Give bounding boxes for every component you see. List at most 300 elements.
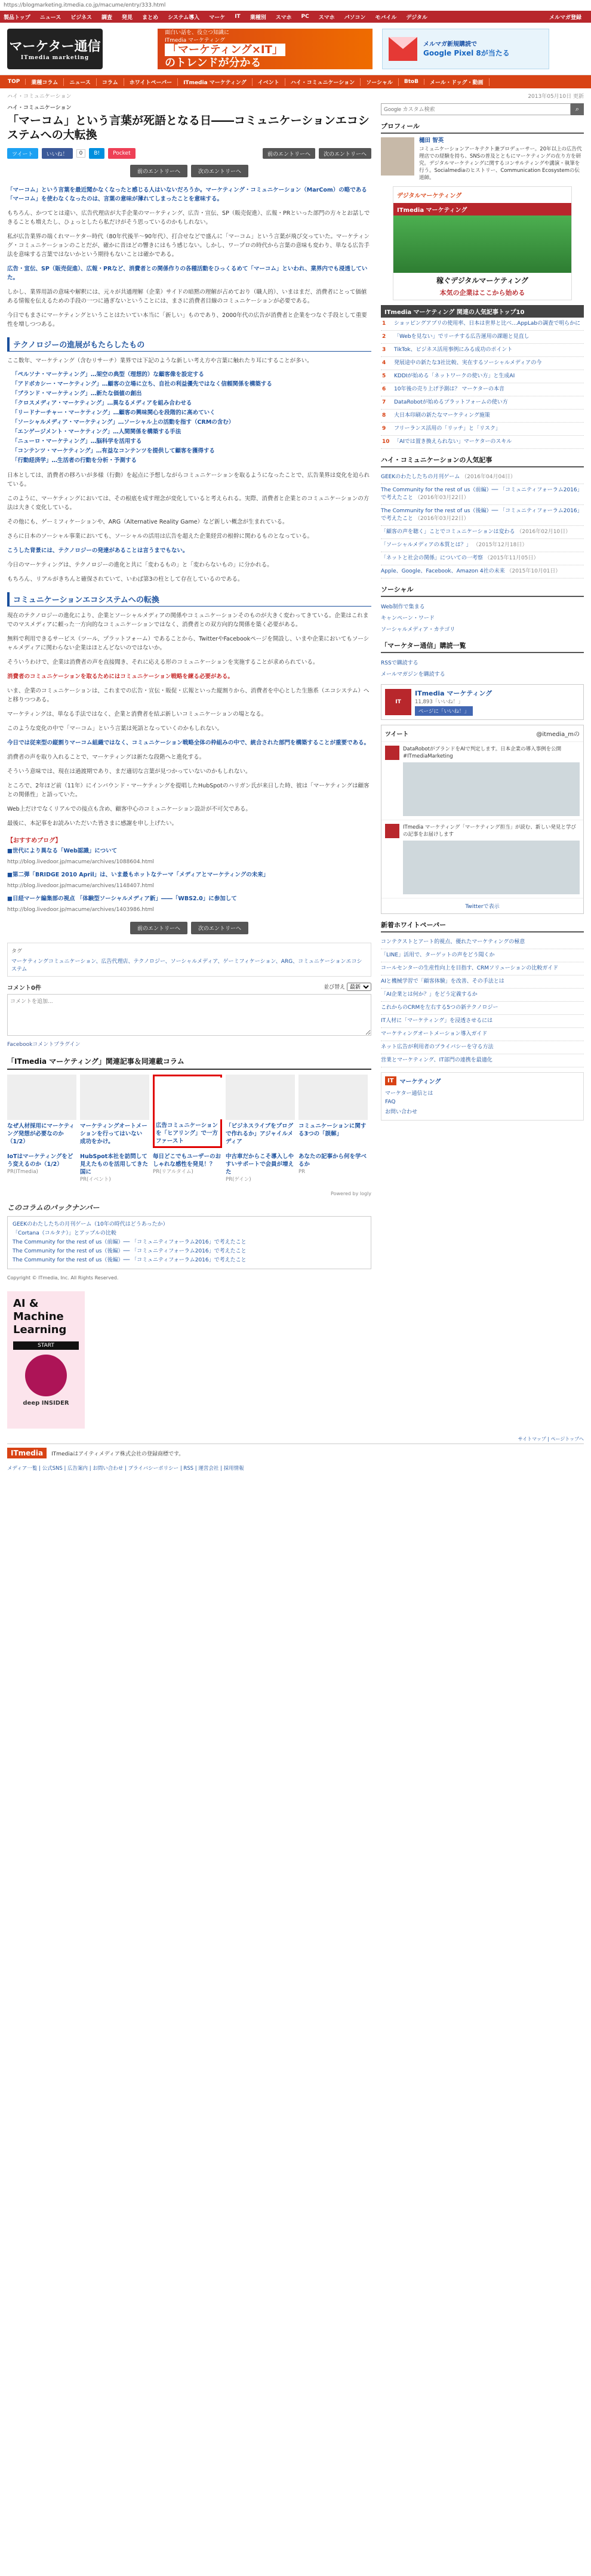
global-nav bbox=[0, 11, 591, 23]
card-thumbnail bbox=[7, 1075, 76, 1120]
prev-entry-button-top[interactable]: 前のエントリーへ bbox=[263, 148, 315, 159]
rank-number: 10 bbox=[382, 439, 390, 445]
emphasis: こうした背景には、テクノロジーの発達があることは言うまでもない。 bbox=[7, 547, 189, 554]
article-date: （2015年12月18日） bbox=[473, 542, 528, 548]
card-title: 中古車だからこそ導入しやすいサポートで会員が増えた bbox=[226, 1153, 294, 1175]
deep-insider-ad[interactable] bbox=[7, 1291, 85, 1429]
section-article-link[interactable] bbox=[381, 565, 584, 578]
sidebar bbox=[381, 103, 584, 1435]
article-date: （2016年03月22日） bbox=[414, 495, 469, 501]
tweet-text: ITmedia マーケティング「マーケティング担当」が読む、新しい発見と学びの記事をお届けします bbox=[403, 824, 576, 838]
recommended-blogs bbox=[7, 835, 371, 915]
avatar bbox=[385, 824, 399, 838]
fb-comment-plugin[interactable]: Facebookコメントプラグイン bbox=[7, 1042, 81, 1048]
tweet-image[interactable] bbox=[403, 841, 580, 894]
ranking-item[interactable] bbox=[381, 344, 584, 357]
section-article-link[interactable] bbox=[381, 484, 584, 505]
comment-input[interactable] bbox=[7, 994, 371, 1036]
footer-desc: ITmediaはアイティメディア株式会社の登録商標です。 bbox=[51, 1451, 184, 1457]
author-photo bbox=[381, 137, 414, 176]
ad-brand: deep INSIDER bbox=[23, 1400, 69, 1407]
category-item[interactable]: イベント bbox=[253, 78, 285, 86]
card-meta: PR(ゲイン) bbox=[226, 1177, 251, 1183]
rss-heading: 「マーケター通信」購読一覧 bbox=[381, 641, 584, 653]
recommended-url[interactable]: http://blog.livedoor.jp/macume/archives/1403986.html bbox=[7, 907, 154, 913]
banner-brand: ITmedia マーケティング bbox=[165, 37, 225, 44]
emphasis: 消費者のコミュニケーションを取るためにはコミュニケーション戦略を練る必要がある。 bbox=[7, 673, 233, 680]
paragraph bbox=[7, 672, 371, 681]
related-card[interactable] bbox=[298, 1153, 368, 1184]
whitepaper-link[interactable]: 営業とマーケティング、IT部門の連携を最適化 bbox=[381, 1054, 584, 1067]
list-item bbox=[12, 457, 371, 465]
marketing-link[interactable]: FAQ bbox=[385, 1099, 396, 1105]
article-link-title: GEEKのわたしたちの月刊ゲーム bbox=[381, 474, 460, 480]
category-item[interactable]: ニュース bbox=[64, 78, 97, 86]
pocket-button[interactable]: Pocket bbox=[108, 148, 136, 159]
social-link[interactable]: ソーシャルメディア・カテゴリ bbox=[381, 627, 455, 633]
profile-heading: プロフィール bbox=[381, 121, 584, 134]
ranking-heading: ITmedia マーケティング 関連の人気記事トップ10 bbox=[381, 305, 584, 318]
whitepaper-link[interactable]: コンテクストとアート的視点、優れたマーケティングの極意 bbox=[381, 936, 584, 949]
global-nav-item[interactable]: 業種別 bbox=[250, 14, 266, 21]
tweet-text: DataRobotがブランドをAIで判定します。日本企業の導入事例を公開 #ITmediaMarketing bbox=[403, 746, 562, 759]
rank-number: 8 bbox=[382, 413, 386, 418]
related-card[interactable] bbox=[153, 1153, 222, 1184]
paragraph: ところで、2年ほど前（11年）にインバウンド・マーケティングを提唱したHubSpotのハリガン氏が来日した時、彼は「マーケティングは顧客との関係性」と語っていた。 bbox=[7, 783, 370, 798]
tw-follow[interactable]: @itmedia_mの bbox=[536, 731, 580, 738]
global-nav-item[interactable]: まとめ bbox=[142, 14, 159, 21]
whitepaper-link[interactable]: 「LINE」活用で、ターゲットの声をどう聞くか bbox=[381, 949, 584, 962]
list-item-text: 「ソーシャルメディア・マーケティング」…ソーシャル上の活動を指す（CRMの含む） bbox=[12, 419, 235, 426]
global-nav-item[interactable]: スマホ bbox=[318, 14, 335, 21]
search-icon[interactable]: ⌕ bbox=[571, 103, 584, 115]
category-item[interactable]: ITmedia マーケティング bbox=[178, 78, 253, 86]
rank-title: フリーランス活用の「リッチ」と「リスク」 bbox=[394, 426, 501, 432]
like-count: 0 bbox=[76, 149, 86, 158]
card-title: あなたの記事から何を学べるか bbox=[298, 1153, 367, 1168]
article-link-title: 「ソーシャルメディアの本質とは？」 bbox=[381, 542, 472, 548]
header-banner-ad[interactable] bbox=[158, 29, 373, 69]
prev-entry-button[interactable]: 前のエントリーへ bbox=[130, 922, 187, 934]
backnumber-link[interactable]: The Community for the rest of us（後編）── 「コミュニティフォーラム2016」で考えたこと bbox=[13, 1257, 247, 1263]
article-main bbox=[7, 103, 371, 1435]
article-lead bbox=[7, 186, 371, 204]
card-thumbnail bbox=[298, 1075, 368, 1120]
emphasis: 広告・宣伝、SP（販売促進）、広報・PRなど、消費者との関係作りの各種活動をひっくるめて「マーコム」といわれ、業界内でも浸透していた。 bbox=[7, 266, 368, 281]
article-date: （2015年11月05日） bbox=[484, 555, 539, 561]
entry-pager-top bbox=[7, 165, 371, 177]
global-nav-item[interactable]: スマホ bbox=[275, 14, 292, 21]
fb-page-logo: IT bbox=[385, 689, 411, 715]
next-entry-button[interactable]: 次のエントリーへ bbox=[191, 922, 248, 934]
search-input[interactable] bbox=[381, 103, 571, 115]
backnumber-link[interactable]: The Community for the rest of us（後編）── 「コミュニティフォーラム2016」で考えたこと bbox=[13, 1248, 247, 1254]
site-header bbox=[0, 23, 591, 75]
robot-icon bbox=[25, 1355, 67, 1396]
paragraph: Web上だけでなくリアルでの接点も含め、顧客中心のコミュニケーション設計が不可欠である。 bbox=[7, 806, 251, 812]
sort-label: 並び替え bbox=[324, 984, 346, 990]
fb-page-name[interactable]: ITmedia マーケティング bbox=[415, 690, 492, 697]
ranking-item[interactable] bbox=[381, 423, 584, 436]
share-bar bbox=[7, 148, 371, 159]
list-item-text: 「リードナーチャー・マーケティング」…顧客の興味関心を段階的に高めていく bbox=[12, 410, 216, 416]
banner-sub: 面白い話を、役立つ知識に bbox=[165, 29, 230, 36]
site-logo[interactable] bbox=[7, 29, 103, 69]
related-card[interactable] bbox=[7, 1153, 76, 1184]
list-item bbox=[12, 447, 371, 456]
ranking-item[interactable] bbox=[381, 436, 584, 449]
related-heading: 「ITmedia マーケティング」関連記事＆同連載コラム bbox=[7, 1056, 371, 1070]
category-item[interactable]: メール・ドッグ・動画 bbox=[424, 78, 489, 86]
paragraph: 最後に、本記事をお読みいただいた皆さまに感謝を申し上げたい。 bbox=[7, 820, 178, 827]
fb-like-count: 11,893「いいね！」 bbox=[415, 699, 463, 705]
rank-title: 「AIでは置き換えられない」マーケターのスキル bbox=[394, 439, 512, 445]
view-on-twitter[interactable]: Twitterで表示 bbox=[465, 904, 500, 910]
paragraph: いま、企業のコミュニケーションは、これまでの広告・宣伝・販促・広報といった縦割りから、消費者を中心とした生態系（エコシステム）へと移りつつある。 bbox=[7, 688, 370, 703]
paragraph: 今日のマーケティングは、テクノロジーの進化と共に「変わるもの」と「変わらないもの」に分かれる。 bbox=[7, 562, 273, 568]
related-card[interactable] bbox=[7, 1075, 76, 1148]
fb-like-button[interactable]: ページに「いいね！」 bbox=[415, 706, 473, 716]
article-body bbox=[7, 186, 371, 828]
category-item[interactable]: TOP bbox=[2, 79, 26, 85]
banner-highlight: 「マーケティング×IT」 bbox=[165, 44, 285, 56]
paragraph: マーケティングは、単なる手法ではなく、企業と消費者を結ぶ新しいコミュニケーションの場となる。 bbox=[7, 711, 267, 718]
social-link[interactable]: Web制作で集まる bbox=[381, 604, 425, 610]
category-item[interactable]: コラム bbox=[97, 78, 124, 86]
list-item bbox=[12, 390, 371, 398]
bullet-list bbox=[12, 371, 371, 465]
card-thumbnail bbox=[156, 1078, 225, 1119]
section-article-link[interactable] bbox=[381, 505, 584, 526]
backnumber-link[interactable]: The Community for the rest of us（前編）── 「コミュニティフォーラム2016」で考えたこと bbox=[13, 1239, 247, 1245]
global-nav-item[interactable]: 調査 bbox=[101, 14, 113, 21]
paragraph bbox=[7, 546, 371, 555]
article-link-title: The Community for the rest of us（前編）── 「コミュニティフォーラム2016」で考えたこと bbox=[381, 487, 583, 501]
related-card[interactable] bbox=[80, 1075, 149, 1148]
whitepaper-link[interactable]: IT人材に「マーケティング」を浸透させるには bbox=[381, 1015, 584, 1028]
card-meta: PR(ITmedia) bbox=[7, 1169, 38, 1175]
list-item-text: 「ブランド・マーケティング」…新たな価値の創出 bbox=[12, 390, 142, 397]
card-title: マーケティングオートメーションを行ってはいない 成功をかけ。 bbox=[80, 1123, 148, 1145]
related-cards-row2 bbox=[7, 1153, 371, 1184]
article-title: 「マーコム」という言葉が死語となる日――コミュニケーションエコシステムへの大転換 bbox=[7, 114, 370, 141]
paragraph: そういう意味では、現在は過渡期であり、まだ適切な言葉が見つかっていないのかもしれない。 bbox=[7, 768, 251, 775]
rank-title: 「Webを見ない」でリーチする広告運用の課題と見直し bbox=[394, 334, 530, 340]
paragraph: しかし、業界用語の意味や解釈には、元々が共通理解（企業）サイドの暗黙の理解が占めており（職人的）、いまはまだ、消費者にとって価値ある情報を伝えるための手段の一つに過ぎないということには、まさに消費者目線のコミュニケーションが必要である。 bbox=[7, 289, 367, 304]
hatena-button[interactable]: B! bbox=[89, 148, 104, 159]
newsletter-ad-line2: Google Pixel 8が当たる bbox=[423, 48, 510, 57]
card-meta: PR(イベント) bbox=[80, 1177, 111, 1183]
rank-number: 7 bbox=[382, 399, 386, 405]
browser-url[interactable]: https://blogmarketing.itmedia.co.jp/macume/entry/333.html bbox=[4, 2, 166, 8]
list-item-text: 「コンテンツ・マーケティング」…有益なコンテンツを提供して顧客を獲得する bbox=[12, 448, 215, 454]
related-card-highlighted[interactable] bbox=[153, 1075, 222, 1148]
itmedia-logo[interactable]: ITmedia bbox=[7, 1448, 47, 1458]
list-item bbox=[12, 380, 371, 389]
copyright: Copyright © ITmedia, Inc. All Rights Reserved. bbox=[7, 1275, 119, 1281]
global-nav-item[interactable]: パソコン bbox=[344, 14, 366, 21]
rank-title: 10年後の売り上げ予測は？ マーケターの本音 bbox=[394, 386, 504, 392]
next-entry-button-top[interactable]: 次のエントリーへ bbox=[319, 148, 371, 159]
ranking-list bbox=[381, 318, 584, 449]
tweet bbox=[381, 820, 583, 898]
ranking-item[interactable] bbox=[381, 383, 584, 396]
list-item-text: 「アドボカシー・マーケティング」…顧客の立場に立ち、自社の利益優先ではなく信頼関係を構築する bbox=[12, 381, 272, 387]
section-articles bbox=[381, 471, 584, 578]
global-nav-item[interactable]: 発見 bbox=[122, 14, 133, 21]
sidebar-ad-image bbox=[393, 216, 571, 273]
list-item bbox=[12, 418, 371, 427]
category-nav bbox=[0, 75, 591, 88]
paragraph: 消費者の声を取り入れることで、マーケティングは新たな段階へと進化する。 bbox=[7, 754, 205, 761]
paragraph: もちろん、かつてとは違い、広告代理店が大手企業のマーケティング、広告・宣伝、SP（販売促進）、広報・PRといった部門の方々とお話しできることも増えたし、ひょっとしたら私だけがそう思っているのかもしれない。 bbox=[7, 210, 370, 226]
backnumber-heading: このコラムのパックナンバー bbox=[7, 1204, 100, 1212]
list-item bbox=[12, 409, 371, 417]
footer-links[interactable]: メディア一覧 | 公式SNS | 広告案内 | お問い合わせ | プライバシーポリシー | RSS | 運営会社 | 採用情報 bbox=[7, 1466, 244, 1472]
rank-title: 発展途中の新たな3社比較、実在するソーシャルメディアの今 bbox=[394, 360, 542, 366]
list-item-text: 「ペルソナ・マーケティング」…架空の典型（理想的）な顧客像を設定する bbox=[12, 371, 204, 378]
social-links bbox=[381, 601, 584, 635]
whitepaper-link[interactable]: コールセンターの生産性向上を目指す、CRMソリューションの比較ガイド bbox=[381, 962, 584, 975]
entry-pager-bottom bbox=[7, 922, 371, 934]
sidebar-ad-title: 稼ぐデジタルマーケティング bbox=[436, 276, 528, 285]
ad-title: AI & Machine Learning bbox=[13, 1297, 67, 1336]
related-cards-row1 bbox=[7, 1075, 371, 1148]
prev-entry-button[interactable]: 前のエントリーへ bbox=[130, 165, 187, 177]
twitter-widget bbox=[381, 725, 584, 914]
profile bbox=[381, 137, 584, 181]
tweet-button[interactable]: ツイート bbox=[7, 148, 38, 159]
section-article-link[interactable] bbox=[381, 552, 584, 565]
related-card[interactable] bbox=[226, 1153, 295, 1184]
recommended-link[interactable]: ■日経マーケ編集部の視点 「体験型ソーシャルメディア新」――「WBS2.0」に参加して bbox=[7, 895, 237, 902]
lead-text: 「マーコム」という言葉を最近聞かなくなったと感じる人はいないだろうか。マーケティング・コミュニケーション（MarCom）の略である「マーコム」を使わなくなったのは、言葉の意味が薄れてしまったことを意味する。 bbox=[7, 187, 367, 202]
author-bio: コミュニケーションアーキテクト兼プロデューサー。20年以上の広告代理店での経験を持ち、SNSの普及とともにマーケティングの在り方を研究。デジタルマーケティングに関するコンサルティングや講演・執筆を行う。Socialmediaのヒストリー、Communication Ecosystemの伝道師。 bbox=[419, 146, 582, 181]
section-heading-text: コミュニケーションエコシステムへの転換 bbox=[13, 596, 159, 605]
logo-main: マーケター通信 bbox=[9, 39, 101, 54]
paragraph: もちろん、リアルがきちんと確保されていて、いわば第3の柱として存在しているのである。 bbox=[7, 576, 244, 583]
card-title: 「ビジネスライブをプログで作れるか」アジャイルメディア bbox=[226, 1123, 294, 1145]
rank-number: 1 bbox=[382, 321, 386, 327]
card-title: IoTはマーケティングをどう変えるのか（1/2） bbox=[7, 1153, 73, 1168]
card-thumbnail bbox=[226, 1075, 295, 1120]
list-item-text: 「ニューロ・マーケティング」…脳科学を活用する bbox=[12, 438, 142, 445]
list-item bbox=[12, 428, 371, 436]
rss-link[interactable]: RSSで購読する bbox=[381, 660, 418, 666]
new-whitepaper-heading: 新着ホワイトペーパー bbox=[381, 920, 584, 932]
article-date: （2016年04月04日） bbox=[461, 474, 516, 480]
paragraph: 日本としては、消費者の移ろいが多様（行動）を起点に予想しながらコミュニケーションを取るようになったことで、広告業界は変化を迫られている。 bbox=[7, 472, 370, 488]
paragraph: 今日でもまさにマーケティングということはたいてい本当に「新しい」ものであり、2000年代の広告が消費者と企業をつなぐ手段として重要性を増しつつある。 bbox=[7, 312, 367, 328]
marketing-links-box bbox=[381, 1072, 584, 1121]
list-item bbox=[12, 399, 371, 408]
tweet-heading: ツイート bbox=[385, 731, 409, 738]
tweet-image[interactable] bbox=[403, 762, 580, 816]
category-item[interactable]: ホワイトペーパー bbox=[124, 78, 178, 86]
article-link-title: 「顧客の声を聴く」ことでコミュニケーションは変わる bbox=[381, 529, 515, 535]
list-item-text: 「エンゲージメント・マーケティング」…人間関係を構築する手法 bbox=[12, 429, 181, 435]
rank-title: 大日本印刷の新たなマーケティング施策 bbox=[394, 413, 490, 418]
logo-sub: ITmedia marketing bbox=[20, 55, 90, 61]
rank-number: 5 bbox=[382, 373, 386, 379]
global-nav-item[interactable]: マーケ bbox=[209, 14, 226, 21]
avatar bbox=[385, 746, 399, 760]
emphasis: 今日では従来型の縦割りマーコム組織ではなく、コミュニケーション戦略全体の枠組みの中で、統合された部門を構築することが重要である。 bbox=[7, 740, 370, 746]
rss-links bbox=[381, 657, 584, 679]
new-whitepapers bbox=[381, 936, 584, 1067]
ranking-item[interactable] bbox=[381, 357, 584, 370]
social-heading: ソーシャル bbox=[381, 584, 584, 597]
card-meta: PR bbox=[298, 1169, 306, 1175]
facebook-like-button[interactable]: いいね！ bbox=[42, 148, 73, 159]
related-card[interactable] bbox=[298, 1075, 368, 1148]
paragraph: さらに日本のソーシャル事業においても、ソーシャルの活用は広告を超えた企業経営の根幹に関わるものとなっている。 bbox=[7, 533, 313, 540]
next-entry-button[interactable]: 次のエントリーへ bbox=[191, 165, 248, 177]
category-item[interactable]: ハイ・コミュニケーション bbox=[285, 78, 361, 86]
recommended-url[interactable]: http://blog.livedoor.jp/macume/archives/1148407.html bbox=[7, 883, 154, 889]
tag-heading: タグ bbox=[11, 949, 23, 955]
comment-count: コメント0件 bbox=[7, 985, 41, 992]
facebook-widget bbox=[381, 684, 584, 720]
backnumber-link[interactable]: GEEKのわたしたちの月刊ゲーム（10年の時代はどうあったか） bbox=[13, 1221, 168, 1227]
article-date: （2015年10月01日） bbox=[506, 568, 561, 574]
article-date: （2016年02月10日） bbox=[516, 529, 571, 535]
recommended-link[interactable]: ■世代により異なる「Web認識」について bbox=[7, 848, 118, 854]
section-heading bbox=[7, 592, 371, 607]
rank-title: TikTok、ビジネス活用事例にみる成功のポイント bbox=[394, 347, 513, 353]
itmedia-mark-icon: IT bbox=[385, 1076, 396, 1085]
whitepaper-link[interactable]: マーケティングオートメーション導入ガイド bbox=[381, 1028, 584, 1041]
ranking-item[interactable] bbox=[381, 318, 584, 331]
paragraph: 現在のテクノロジーの進化により、企業とソーシャルメディアの関係やコミュニケーションそのものが大きく変わってきている。企業はこれまでのマスメディアに頼った一方向的なコミュニケーションではなく、消費者との双方向的な関係を築く必要がある。 bbox=[7, 613, 369, 628]
whitepaper-link[interactable]: 「AI企業とは何か？」をどう定義するか bbox=[381, 989, 584, 1002]
whitepaper-link[interactable]: AIと機械学習で「顧客体験」を改善、その手法とは bbox=[381, 975, 584, 989]
list-item-text: 「クロスメディア・マーケティング」…異なるメディアを組み合わせる bbox=[12, 400, 192, 407]
tag-list[interactable]: マーケティングコミュニケーション、広告代理店、テクノロジー、ソーシャルメディア、ゲーミフィケーション、ARG、コミュニケーションエコシステム bbox=[11, 959, 362, 972]
rank-number: 6 bbox=[382, 386, 386, 392]
card-title: 広告コミュニケーションを「ヒアリング」で一方ファースト bbox=[156, 1122, 218, 1144]
paragraph: ここ数年、マーケティング（含むリサーチ）業界では下記のような新しい考え方や言葉に触れたり耳にすることが多い。 bbox=[7, 358, 313, 364]
paragraph: 私が広告業界の端くれマーケター時代（80年代後半〜90年代）、打合せなどで盛んに「マーコム」という言葉が飛び交っていた。マーケティング・コミュニケーションのことだが、確かに昔ほどの響きにはもう感じない。しかし、ワープロの時代から言葉の意味も変わり、単なる広告手法を意味する言葉ではないかという期待もないことは確かである。 bbox=[7, 233, 370, 258]
author-name[interactable]: 樋田 智英 bbox=[419, 137, 444, 144]
marketing-link[interactable]: お問い合わせ bbox=[385, 1109, 418, 1115]
list-item bbox=[12, 371, 371, 379]
update-date: 2013年05月10日 更新 bbox=[528, 94, 584, 100]
related-card[interactable] bbox=[226, 1075, 295, 1148]
footer-brand bbox=[7, 1444, 584, 1462]
rank-title: DataRobotが始めるプラットフォームの使い方 bbox=[394, 399, 508, 405]
newsletter-link[interactable]: メルマガ登録 bbox=[549, 14, 581, 21]
logly-credit: Powered by logly bbox=[330, 1191, 371, 1196]
list-item-text: 「行動経済学」…生活者の行動を分析・予測する bbox=[12, 457, 137, 464]
section-article-link[interactable] bbox=[381, 526, 584, 539]
recommended-link[interactable]: ■第二弾「BRIDGE 2010 April」は、いま最もホットなテーマ「メディアとマーケティングの未来」 bbox=[7, 872, 269, 878]
global-nav-item[interactable]: IT bbox=[235, 14, 241, 20]
sitemap-pagetop[interactable]: サイトマップ | ページトップへ bbox=[518, 1436, 584, 1442]
rank-number: 4 bbox=[382, 360, 386, 366]
newsletter-ad-line1: メルマガ新規購読で bbox=[423, 41, 477, 48]
paragraph: 無料で利用できるサービス（ツール、プラットフォーム）であることから、TwitterやFacebookページを開設し、いまや企業においてもソーシャルメディアに関わらない企業はほとんどないのではないか。 bbox=[7, 636, 370, 651]
section-heading-text: テクノロジーの進展がもたらしたもの bbox=[13, 341, 145, 350]
card-title: なぜ人材採用にマーケティング発想が必要なのか（1/2） bbox=[7, 1123, 75, 1145]
paragraph: このように、マーケティングにおいては、その根底を成す理念が変化していると考えられる。実際、消費者と企業とのコミュニケーションの方法は大きく変化している。 bbox=[7, 495, 370, 511]
recommended-heading: 【おすすめブログ】 bbox=[7, 838, 61, 844]
paragraph bbox=[7, 738, 371, 747]
paragraph: その他にも、ゲーミフィケーションや、ARG（Alternative Reality Game）など新しい概念が生まれている。 bbox=[7, 519, 288, 525]
rank-number: 2 bbox=[382, 334, 386, 340]
section-heading bbox=[7, 337, 371, 352]
whitepaper-link[interactable]: これからのCRMを左右する5つの新テクノロジー bbox=[381, 1002, 584, 1015]
newsletter-ad[interactable] bbox=[382, 29, 549, 69]
global-nav-item[interactable]: ビジネス bbox=[70, 14, 93, 21]
article-category[interactable]: ハイ・コミュニケーション bbox=[7, 105, 72, 111]
breadcrumb[interactable]: ハイ・コミュニケーション bbox=[7, 94, 72, 100]
ranking-item[interactable] bbox=[381, 396, 584, 410]
search-box bbox=[381, 103, 584, 115]
section-articles-heading: ハイ・コミュニケーションの人気記事 bbox=[381, 455, 584, 467]
list-item bbox=[12, 438, 371, 446]
global-nav-item[interactable]: モバイル bbox=[375, 14, 397, 21]
global-nav-item[interactable]: ニュース bbox=[39, 14, 61, 21]
comments-header bbox=[7, 983, 371, 992]
section-article-link[interactable] bbox=[381, 471, 584, 484]
category-item[interactable]: 業種コラム bbox=[26, 78, 64, 86]
newsletter-subscribe-link[interactable]: メールマガジンを購読する bbox=[381, 672, 445, 678]
rank-title: KDDIが始める「ネットワークの使い方」と生成AI bbox=[394, 373, 515, 379]
social-link[interactable]: キャンペーン・ワード bbox=[381, 615, 435, 621]
banner-title bbox=[165, 44, 365, 70]
card-meta: PR(リアルタイム) bbox=[153, 1169, 193, 1175]
tag-box bbox=[7, 943, 371, 977]
global-nav-item[interactable]: システム導入 bbox=[168, 14, 200, 21]
article-date: （2016年03月22日） bbox=[414, 516, 469, 522]
ranking-item[interactable] bbox=[381, 410, 584, 423]
sidebar-ad[interactable] bbox=[393, 186, 572, 300]
card-title: HubSpot本社を訪問して見えたものを活用してきた国に bbox=[80, 1153, 149, 1175]
backnumber-link[interactable]: 「Cortana（コルタナ）」とアップルの比較 bbox=[13, 1230, 116, 1236]
global-nav-item[interactable]: PC bbox=[301, 14, 309, 20]
marketing-link[interactable]: マーケター通信とは bbox=[385, 1091, 433, 1097]
related-card[interactable] bbox=[80, 1153, 149, 1184]
ranking-item[interactable] bbox=[381, 370, 584, 383]
rank-number: 9 bbox=[382, 426, 386, 432]
sort-control bbox=[324, 983, 371, 992]
recommended-url[interactable]: http://blog.livedoor.jp/macume/archives/1088604.html bbox=[7, 859, 154, 865]
tweet bbox=[381, 742, 583, 820]
article-link-title: Apple、Google、Facebook、Amazon 4社の未来 bbox=[381, 568, 505, 574]
rank-number: 3 bbox=[382, 347, 386, 353]
sort-select[interactable] bbox=[347, 983, 371, 991]
marketing-box-title: マーケティング bbox=[399, 1079, 441, 1085]
category-item[interactable]: BtoB bbox=[399, 79, 424, 85]
global-nav-item[interactable]: 製品トップ bbox=[4, 14, 30, 21]
global-nav-item[interactable]: デジタル bbox=[406, 14, 427, 21]
paragraph: そういうわけで、企業は消費者の声を直接聞き、それに応える形のコミュニケーションを実施することが求められている。 bbox=[7, 659, 319, 666]
section-article-link[interactable] bbox=[381, 539, 584, 552]
whitepaper-link[interactable]: ネット広告が利用者のプライバシーを守る方法 bbox=[381, 1041, 584, 1054]
envelope-icon bbox=[389, 37, 417, 61]
sidebar-ad-header: デジタルマーケティング bbox=[393, 187, 571, 203]
ranking-item[interactable] bbox=[381, 331, 584, 344]
card-thumbnail bbox=[80, 1075, 149, 1120]
paragraph: このような変化の中で「マーコム」という言葉は死語となっていくのかもしれない。 bbox=[7, 725, 223, 732]
paragraph bbox=[7, 264, 371, 282]
ad-start: START bbox=[13, 1341, 79, 1350]
card-title: コミュニケーションに関する3つの「誤解」 bbox=[298, 1123, 367, 1137]
banner-rest: のトレンドが分かる bbox=[165, 56, 261, 69]
rank-title: ショッピングアプリの使用率、日本は世界と比べ…AppLabの調査で明らかに bbox=[394, 321, 581, 327]
category-item[interactable]: ソーシャル bbox=[361, 78, 399, 86]
